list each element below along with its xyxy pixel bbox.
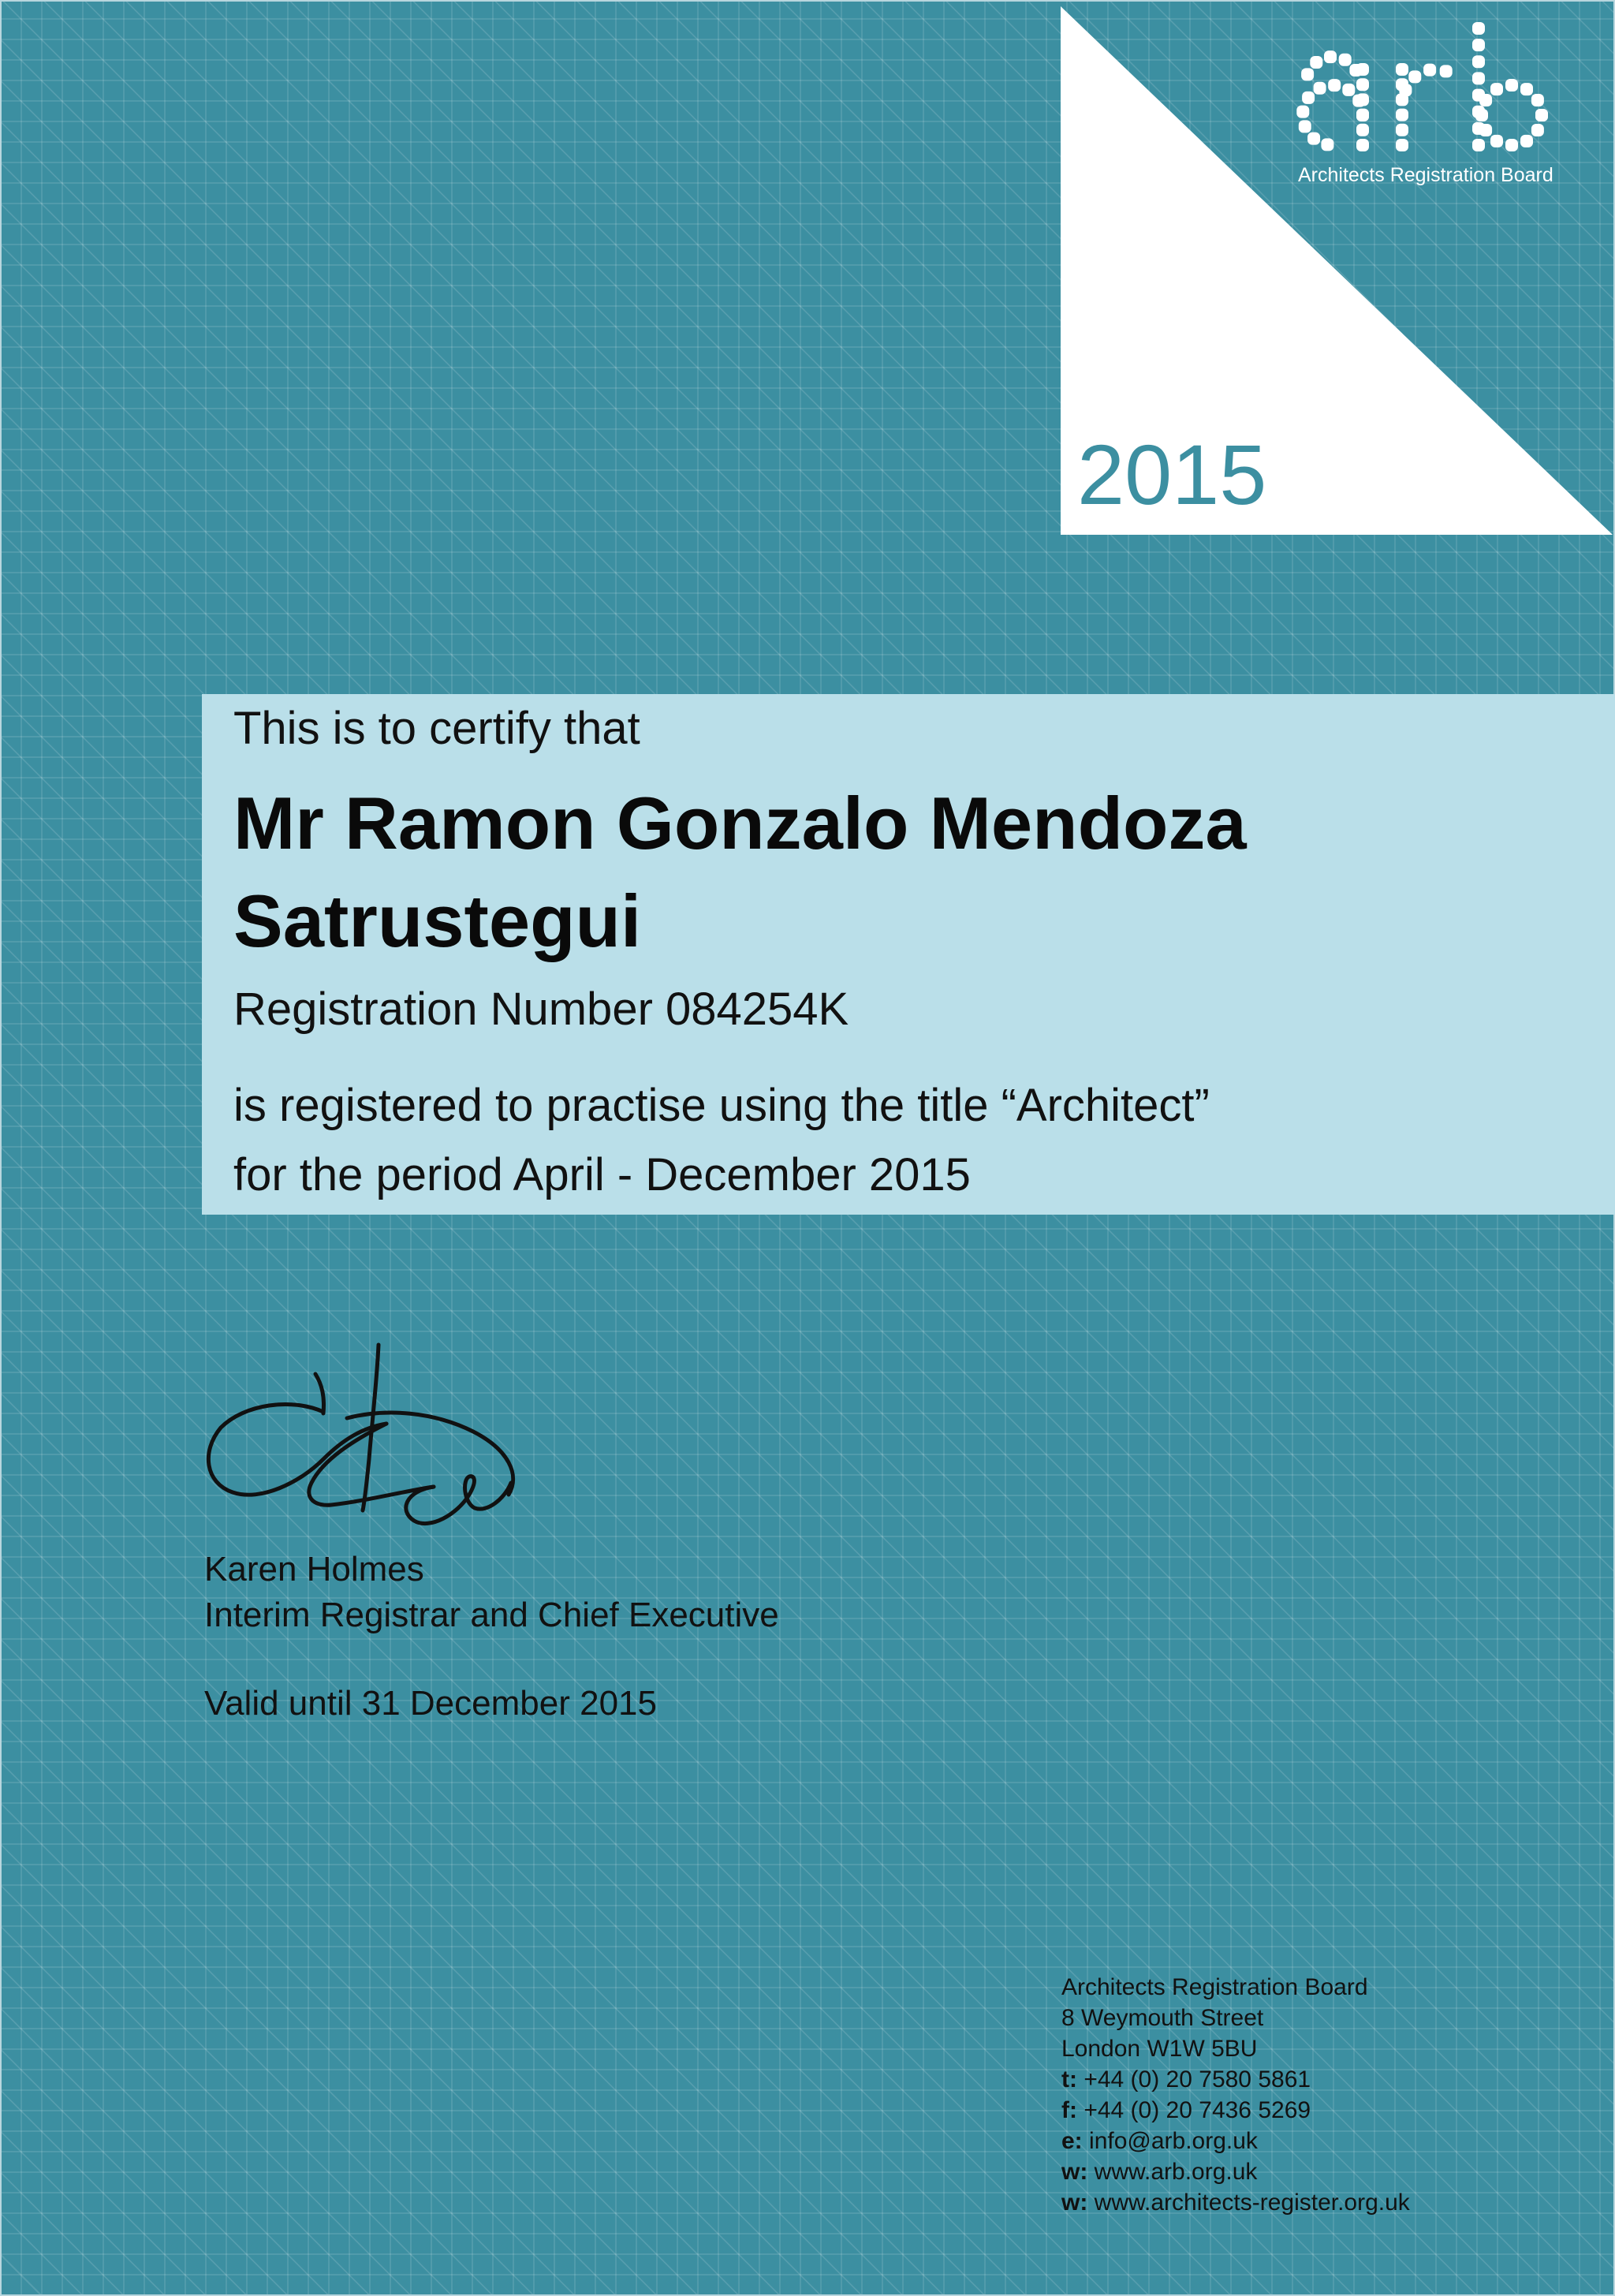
logo-dot (1356, 109, 1369, 121)
contact-address-line: 8 Weymouth Street (1061, 2005, 1264, 2031)
logo-dot (1520, 135, 1533, 147)
logo-dot (1356, 93, 1369, 106)
logo-dot (1339, 54, 1352, 66)
website-label: w: (1061, 2159, 1088, 2185)
website-value: www.architects-register.org.uk (1094, 2190, 1410, 2216)
telephone-value: +44 (0) 20 7580 5861 (1084, 2066, 1311, 2093)
logo-dot (1302, 91, 1315, 104)
website-label: w: (1061, 2190, 1088, 2216)
logo-dot (1472, 139, 1485, 151)
logo-tagline: Architects Registration Board (1298, 164, 1553, 186)
logo-dot (1356, 124, 1369, 136)
arb-logo (1285, 22, 1561, 156)
logo-dot (1472, 39, 1485, 51)
signatory-title: Interim Registrar and Chief Executive (204, 1596, 779, 1634)
logo-dot (1479, 124, 1492, 136)
signature-image (197, 1341, 528, 1546)
certificate-year: 2015 (1077, 427, 1267, 522)
contact-website (1061, 2156, 1410, 2187)
email-label: e: (1061, 2128, 1083, 2154)
logo-dot (1396, 63, 1408, 76)
logo-dot (1505, 79, 1518, 91)
logo-dot (1396, 124, 1408, 136)
logo-dot (1328, 79, 1341, 91)
logo-dot (1299, 120, 1311, 133)
website-value: www.arb.org.uk (1094, 2159, 1258, 2185)
contact-telephone (1061, 2064, 1410, 2095)
logo-dot (1356, 78, 1369, 91)
logo-dot (1440, 65, 1453, 77)
logo-dot (1396, 139, 1408, 151)
logo-dot (1399, 84, 1412, 96)
logo-dot (1472, 22, 1485, 35)
logo-dot (1475, 109, 1488, 121)
certify-intro: This is to certify that (233, 703, 640, 754)
logo-dot (1531, 124, 1544, 136)
contact-details (1061, 1972, 1410, 2218)
logo-dot (1349, 64, 1362, 77)
email-value: info@arb.org.uk (1089, 2128, 1258, 2154)
logo-dot (1520, 83, 1533, 95)
logo-dot (1479, 94, 1492, 106)
logo-dot (1307, 133, 1320, 145)
logo-dot (1321, 138, 1333, 151)
contact-email (1061, 2126, 1410, 2156)
contact-organisation: Architects Registration Board (1061, 1974, 1368, 2000)
logo-dot (1531, 94, 1544, 106)
logo-dot (1396, 109, 1408, 121)
registration-statement: is registered to practise using the title “Architect” (233, 1080, 1210, 1131)
registration-number: Registration Number 084254K (233, 984, 849, 1035)
logo-dot (1505, 139, 1518, 151)
logo-dot (1535, 109, 1548, 121)
logo-dot (1342, 84, 1355, 96)
signatory-name: Karen Holmes (204, 1550, 424, 1589)
logo-dot (1472, 72, 1485, 84)
logo-dot (1310, 56, 1322, 69)
architect-name: Mr Ramon Gonzalo Mendoza Satrustegui (233, 782, 1247, 962)
logo-dot (1301, 68, 1314, 80)
contact-fax (1061, 2095, 1410, 2126)
validity-date: Valid until 31 December 2015 (204, 1684, 657, 1723)
logo-dot (1296, 106, 1309, 118)
contact-address-line: London W1W 5BU (1061, 2036, 1258, 2062)
telephone-label: t: (1061, 2066, 1077, 2093)
logo-dot (1423, 64, 1436, 77)
registration-period: for the period April - December 2015 (233, 1149, 971, 1200)
logo-dot (1472, 55, 1485, 68)
logo-dot (1314, 82, 1326, 95)
logo-dot (1490, 135, 1503, 147)
logo-dot (1324, 50, 1337, 63)
fax-label: f: (1061, 2097, 1077, 2123)
logo-dot (1356, 139, 1369, 151)
contact-website (1061, 2187, 1410, 2218)
logo-dot (1408, 70, 1421, 83)
logo-dot (1490, 83, 1503, 95)
fax-value: +44 (0) 20 7436 5269 (1084, 2097, 1311, 2123)
